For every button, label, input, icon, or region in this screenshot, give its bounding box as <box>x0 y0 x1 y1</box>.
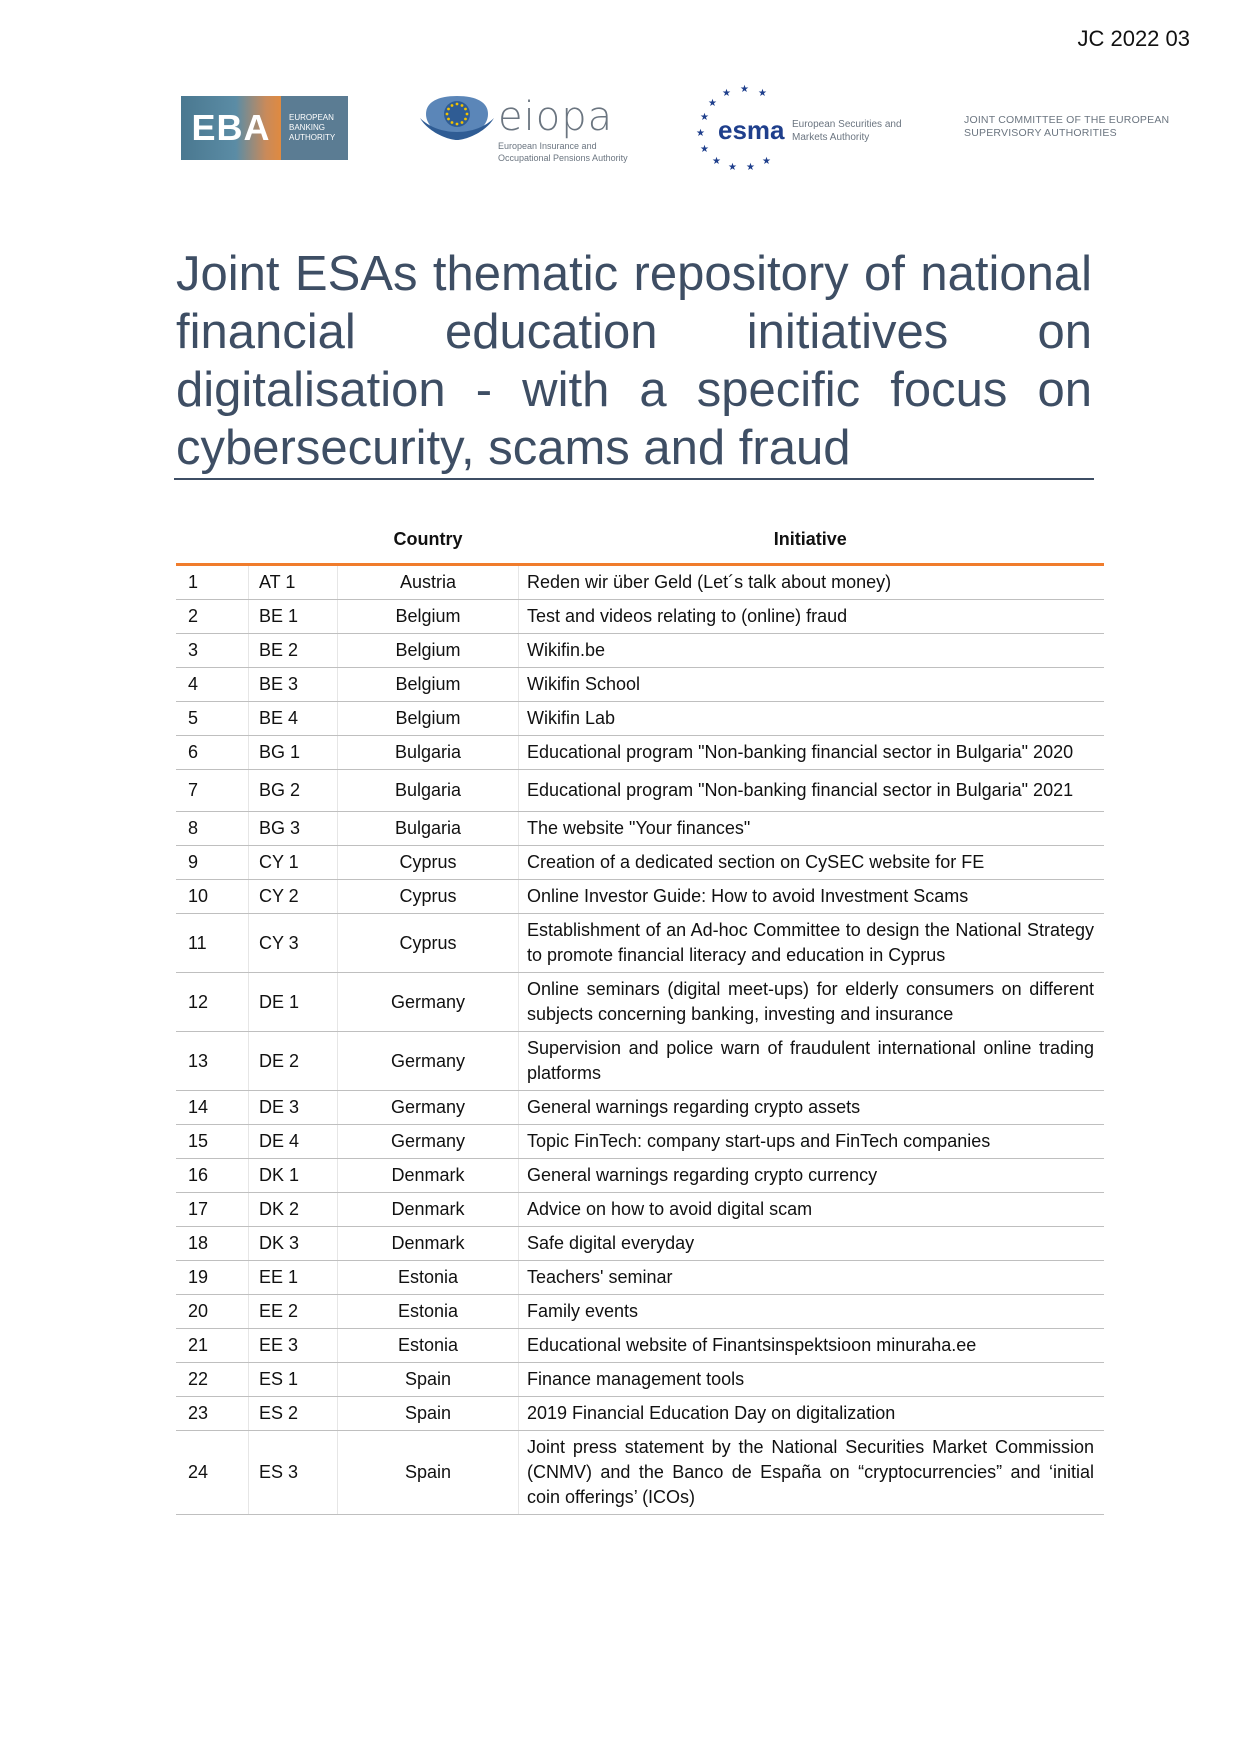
star-icon: ★ <box>712 156 721 167</box>
row-code: DK 1 <box>249 1159 338 1193</box>
table-row <box>176 1193 1104 1227</box>
row-number: 5 <box>176 702 249 736</box>
row-code: DE 4 <box>249 1125 338 1159</box>
row-code: BE 4 <box>249 702 338 736</box>
eba-logo-line: BANKING <box>289 123 326 132</box>
row-code: CY 1 <box>249 846 338 880</box>
star-icon: ★ <box>708 98 717 109</box>
table-row <box>176 1091 1104 1125</box>
table-row <box>176 1261 1104 1295</box>
eba-logo <box>181 96 348 160</box>
row-country: Bulgaria <box>338 770 519 812</box>
document-reference: JC 2022 03 <box>1077 26 1190 51</box>
row-country: Germany <box>338 1032 519 1091</box>
row-country: Spain <box>338 1431 519 1515</box>
row-code: AT 1 <box>249 565 338 600</box>
row-code: DK 2 <box>249 1193 338 1227</box>
star-icon: ★ <box>762 156 771 167</box>
row-initiative: Educational program "Non-banking financial sector in Bulgaria" 2020 <box>519 736 1105 770</box>
row-country: Estonia <box>338 1329 519 1363</box>
row-country: Estonia <box>338 1261 519 1295</box>
title-underline <box>174 478 1094 480</box>
row-number: 24 <box>176 1431 249 1515</box>
initiatives-table <box>176 515 1104 1515</box>
row-initiative: Safe digital everyday <box>519 1227 1105 1261</box>
row-code: BG 1 <box>249 736 338 770</box>
row-number: 13 <box>176 1032 249 1091</box>
esma-logo-line: European Securities and <box>792 119 902 130</box>
row-initiative: The website "Your finances" <box>519 812 1105 846</box>
row-number: 7 <box>176 770 249 812</box>
row-initiative: General warnings regarding crypto assets <box>519 1091 1105 1125</box>
row-initiative: Joint press statement by the National Securities Market Commission (CNMV) and the Banco de España on “cryptocurrencies” and ‘initial coin offerings’ (ICOs) <box>519 1431 1105 1515</box>
row-number: 4 <box>176 668 249 702</box>
row-country: Denmark <box>338 1227 519 1261</box>
table-row <box>176 1363 1104 1397</box>
row-country: Belgium <box>338 668 519 702</box>
row-country: Germany <box>338 973 519 1032</box>
eiopa-logo-word: eiopa <box>498 94 614 140</box>
joint-committee-logo-line: JOINT COMMITTEE OF THE EUROPEAN <box>964 114 1170 126</box>
table-row <box>176 973 1104 1032</box>
row-initiative: Supervision and police warn of fraudulent international online trading platforms <box>519 1032 1105 1091</box>
row-number: 20 <box>176 1295 249 1329</box>
row-code: DE 3 <box>249 1091 338 1125</box>
row-code: EE 2 <box>249 1295 338 1329</box>
row-country: Belgium <box>338 600 519 634</box>
document-title: Joint ESAs thematic repository of national financial education initiatives on digitalisation - with a specific focus on cybersecurity, scams and fraud <box>176 247 1092 475</box>
row-country: Bulgaria <box>338 736 519 770</box>
row-initiative: Educational website of Finantsinspektsioon minuraha.ee <box>519 1329 1105 1363</box>
row-code: BE 2 <box>249 634 338 668</box>
row-number: 11 <box>176 914 249 973</box>
eiopa-logo-line: Occupational Pensions Authority <box>498 153 628 163</box>
row-initiative: Reden wir über Geld (Let´s talk about money) <box>519 565 1105 600</box>
header-number <box>176 515 249 565</box>
eba-logo-line: AUTHORITY <box>289 133 336 142</box>
row-number: 6 <box>176 736 249 770</box>
star-icon: ★ <box>700 112 709 123</box>
table-row <box>176 634 1104 668</box>
table-header-row <box>176 515 1104 565</box>
row-initiative: Teachers' seminar <box>519 1261 1105 1295</box>
table-row <box>176 1431 1104 1515</box>
star-icon: ★ <box>728 162 737 173</box>
row-number: 18 <box>176 1227 249 1261</box>
header-code <box>249 515 338 565</box>
row-initiative: Wikifin School <box>519 668 1105 702</box>
row-number: 23 <box>176 1397 249 1431</box>
table-row <box>176 702 1104 736</box>
header-initiative: Initiative <box>519 515 1105 565</box>
row-initiative: Creation of a dedicated section on CySEC website for FE <box>519 846 1105 880</box>
row-country: Cyprus <box>338 914 519 973</box>
star-icon: ★ <box>696 128 705 139</box>
row-number: 9 <box>176 846 249 880</box>
esma-logo-word: esma <box>718 115 785 145</box>
star-icon: ★ <box>740 84 749 95</box>
row-number: 8 <box>176 812 249 846</box>
row-number: 12 <box>176 973 249 1032</box>
row-initiative: Educational program "Non-banking financial sector in Bulgaria" 2021 <box>519 770 1105 812</box>
eiopa-emblem-icon <box>418 92 496 142</box>
row-number: 2 <box>176 600 249 634</box>
row-code: BG 3 <box>249 812 338 846</box>
row-country: Belgium <box>338 634 519 668</box>
table-row <box>176 1329 1104 1363</box>
row-initiative: Topic FinTech: company start-ups and FinTech companies <box>519 1125 1105 1159</box>
row-number: 14 <box>176 1091 249 1125</box>
table-row <box>176 1159 1104 1193</box>
row-initiative: 2019 Financial Education Day on digitalization <box>519 1397 1105 1431</box>
eba-logo-text <box>281 96 348 160</box>
row-number: 22 <box>176 1363 249 1397</box>
row-country: Spain <box>338 1363 519 1397</box>
row-country: Cyprus <box>338 880 519 914</box>
table-row <box>176 812 1104 846</box>
table-row <box>176 1227 1104 1261</box>
eiopa-logo <box>418 92 648 167</box>
row-country: Denmark <box>338 1193 519 1227</box>
table-row <box>176 600 1104 634</box>
table-row <box>176 846 1104 880</box>
row-country: Germany <box>338 1125 519 1159</box>
star-icon: ★ <box>746 162 755 173</box>
row-code: BE 1 <box>249 600 338 634</box>
row-country: Estonia <box>338 1295 519 1329</box>
row-country: Bulgaria <box>338 812 519 846</box>
row-country: Germany <box>338 1091 519 1125</box>
row-country: Denmark <box>338 1159 519 1193</box>
row-initiative: Advice on how to avoid digital scam <box>519 1193 1105 1227</box>
table-row <box>176 1032 1104 1091</box>
row-code: BE 3 <box>249 668 338 702</box>
row-number: 19 <box>176 1261 249 1295</box>
row-number: 17 <box>176 1193 249 1227</box>
table-row <box>176 1125 1104 1159</box>
eba-logo-line: EUROPEAN <box>289 113 334 122</box>
row-country: Belgium <box>338 702 519 736</box>
table-row <box>176 914 1104 973</box>
row-initiative: Family events <box>519 1295 1105 1329</box>
row-initiative: Online seminars (digital meet-ups) for elderly consumers on different subjects concerning banking, investing and insurance <box>519 973 1105 1032</box>
row-initiative: General warnings regarding crypto currency <box>519 1159 1105 1193</box>
star-icon: ★ <box>700 144 709 155</box>
row-code: CY 3 <box>249 914 338 973</box>
esma-logo-line: Markets Authority <box>792 132 870 143</box>
table-row <box>176 565 1104 600</box>
row-initiative: Wikifin.be <box>519 634 1105 668</box>
row-country: Cyprus <box>338 846 519 880</box>
row-initiative: Test and videos relating to (online) fraud <box>519 600 1105 634</box>
esma-logo-text <box>792 118 902 144</box>
table-row <box>176 880 1104 914</box>
row-initiative: Establishment of an Ad-hoc Committee to design the National Strategy to promote financial literacy and education in Cyprus <box>519 914 1105 973</box>
row-number: 21 <box>176 1329 249 1363</box>
row-initiative: Online Investor Guide: How to avoid Investment Scams <box>519 880 1105 914</box>
row-code: DE 2 <box>249 1032 338 1091</box>
eiopa-logo-text <box>498 140 628 164</box>
row-code: EE 3 <box>249 1329 338 1363</box>
eba-logo-abbr: EBA <box>181 96 281 160</box>
joint-committee-logo <box>964 114 1169 140</box>
eiopa-logo-line: European Insurance and <box>498 141 597 151</box>
star-icon: ★ <box>722 88 731 99</box>
row-code: BG 2 <box>249 770 338 812</box>
row-initiative: Finance management tools <box>519 1363 1105 1397</box>
row-number: 10 <box>176 880 249 914</box>
row-code: CY 2 <box>249 880 338 914</box>
row-number: 1 <box>176 565 249 600</box>
row-code: DE 1 <box>249 973 338 1032</box>
esma-logo <box>690 85 920 175</box>
table-row <box>176 1295 1104 1329</box>
row-number: 16 <box>176 1159 249 1193</box>
row-code: DK 3 <box>249 1227 338 1261</box>
row-number: 3 <box>176 634 249 668</box>
row-code: ES 2 <box>249 1397 338 1431</box>
row-country: Austria <box>338 565 519 600</box>
table-row <box>176 1397 1104 1431</box>
header-country: Country <box>338 515 519 565</box>
table-row <box>176 736 1104 770</box>
row-country: Spain <box>338 1397 519 1431</box>
row-code: ES 1 <box>249 1363 338 1397</box>
row-code: EE 1 <box>249 1261 338 1295</box>
row-initiative: Wikifin Lab <box>519 702 1105 736</box>
table-row <box>176 668 1104 702</box>
table-row <box>176 770 1104 812</box>
row-number: 15 <box>176 1125 249 1159</box>
row-code: ES 3 <box>249 1431 338 1515</box>
star-icon: ★ <box>758 88 767 99</box>
joint-committee-logo-line: SUPERVISORY AUTHORITIES <box>964 127 1117 139</box>
